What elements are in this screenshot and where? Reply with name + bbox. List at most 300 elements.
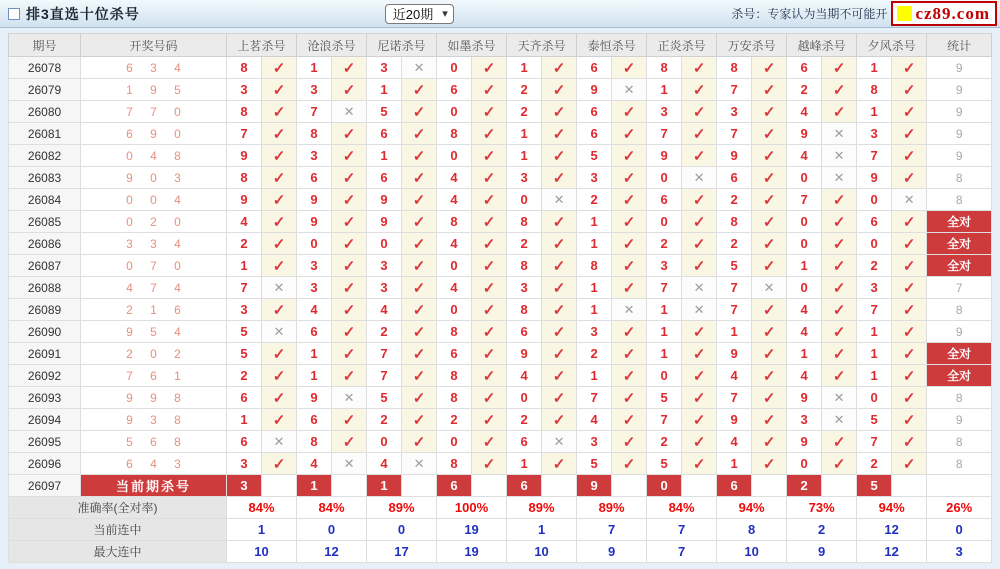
kill-result-cell (822, 431, 857, 453)
kill-result-cell (892, 167, 927, 189)
kill-number-cell: 4 (367, 453, 402, 475)
kill-result-cell (332, 277, 367, 299)
kill-number-cell: 7 (647, 277, 682, 299)
kill-number-cell: 1 (297, 57, 332, 79)
kill-result-cell (542, 211, 577, 233)
table-row (9, 409, 992, 431)
kill-number-cell: 5 (367, 101, 402, 123)
kill-result-cell (752, 189, 787, 211)
check-icon: ✓ (832, 455, 846, 473)
kill-number-cell: 2 (507, 101, 542, 123)
check-icon: ✓ (482, 455, 496, 473)
kill-result-cell (542, 255, 577, 277)
draw-numbers-cell: 7 7 0 (81, 101, 227, 123)
kill-result-cell (682, 321, 717, 343)
kill-number-cell: 2 (367, 321, 402, 343)
kill-result-cell (612, 387, 647, 409)
kill-result-cell (402, 277, 437, 299)
kill-number-cell: 0 (367, 233, 402, 255)
kill-number-cell: 6 (367, 167, 402, 189)
check-icon: ✓ (622, 59, 636, 77)
current-kill-number-cell: 1 (367, 475, 402, 497)
kill-number-cell: 2 (647, 233, 682, 255)
check-icon: ✓ (832, 103, 846, 121)
kill-result-cell (682, 277, 717, 299)
check-icon: ✓ (342, 81, 356, 99)
stat-cell: 8 (927, 387, 992, 409)
kill-result-cell (262, 123, 297, 145)
kill-result-cell (752, 409, 787, 431)
kill-number-cell: 3 (717, 101, 752, 123)
kill-result-cell (822, 409, 857, 431)
check-icon: ✓ (552, 169, 566, 187)
kill-number-cell: 6 (577, 123, 612, 145)
kill-number-cell: 3 (227, 79, 262, 101)
kill-result-cell (472, 365, 507, 387)
kill-number-cell: 2 (647, 431, 682, 453)
check-icon: ✓ (902, 279, 916, 297)
check-icon: ✓ (342, 301, 356, 319)
check-icon: ✓ (762, 411, 776, 429)
cross-icon: ✕ (693, 279, 705, 295)
period-cell: 26084 (9, 189, 81, 211)
kill-result-cell (402, 167, 437, 189)
check-icon: ✓ (762, 323, 776, 341)
cross-icon: ✕ (273, 279, 285, 295)
kill-result-cell (822, 255, 857, 277)
kill-result-cell (542, 453, 577, 475)
kill-result-cell (402, 365, 437, 387)
kill-number-cell: 6 (437, 343, 472, 365)
kill-number-cell: 2 (577, 343, 612, 365)
kill-number-cell: 0 (437, 255, 472, 277)
kill-result-cell (822, 57, 857, 79)
kill-number-cell: 7 (717, 123, 752, 145)
kill-result-cell (262, 387, 297, 409)
column-header-11: 夕风杀号 (857, 34, 927, 57)
current-kill-number-cell: 6 (507, 475, 542, 497)
kill-number-cell: 2 (367, 409, 402, 431)
check-icon: ✓ (692, 103, 706, 121)
kill-result-cell (472, 167, 507, 189)
check-icon: ✓ (762, 301, 776, 319)
kill-result-cell (332, 167, 367, 189)
kill-result-cell (752, 79, 787, 101)
cross-icon: ✕ (833, 147, 845, 163)
kill-result-cell (332, 365, 367, 387)
current-kill-empty-cell (262, 475, 297, 497)
select-checkbox[interactable] (8, 8, 20, 20)
footer-value-cell: 8 (717, 519, 787, 541)
check-icon: ✓ (412, 301, 426, 319)
current-kill-empty-cell (752, 475, 787, 497)
kill-number-cell: 4 (787, 299, 822, 321)
footer-value-cell: 10 (717, 541, 787, 563)
check-icon: ✓ (622, 433, 636, 451)
kill-result-cell (262, 321, 297, 343)
check-icon: ✓ (272, 213, 286, 231)
kill-result-cell (752, 255, 787, 277)
kill-number-cell: 6 (297, 409, 332, 431)
table-head (9, 34, 992, 57)
footer-value-cell: 12 (857, 541, 927, 563)
kill-result-cell (472, 79, 507, 101)
kill-result-cell (612, 189, 647, 211)
check-icon: ✓ (342, 191, 356, 209)
kill-number-cell: 3 (297, 277, 332, 299)
check-icon: ✓ (482, 235, 496, 253)
kill-number-cell: 2 (787, 79, 822, 101)
kill-number-cell: 2 (577, 189, 612, 211)
check-icon: ✓ (412, 323, 426, 341)
kill-result-cell (542, 123, 577, 145)
footer-stat-cell: 3 (927, 541, 992, 563)
kill-number-cell: 5 (227, 343, 262, 365)
column-header-8: 正炎杀号 (647, 34, 717, 57)
check-icon: ✓ (622, 191, 636, 209)
kill-number-cell: 7 (367, 343, 402, 365)
kill-number-cell: 1 (507, 145, 542, 167)
logo-text: cz89.com (915, 3, 990, 23)
kill-number-cell: 0 (647, 167, 682, 189)
cross-icon: ✕ (833, 169, 845, 185)
check-icon: ✓ (832, 367, 846, 385)
kill-result-cell (402, 431, 437, 453)
check-icon: ✓ (902, 301, 916, 319)
check-icon: ✓ (482, 367, 496, 385)
kill-number-cell: 1 (577, 233, 612, 255)
check-icon: ✓ (342, 323, 356, 341)
kill-number-cell: 8 (227, 57, 262, 79)
footer-value-cell: 84% (647, 497, 717, 519)
check-icon: ✓ (412, 367, 426, 385)
cross-icon: ✕ (413, 455, 425, 471)
check-icon: ✓ (902, 81, 916, 99)
kill-number-cell: 7 (227, 277, 262, 299)
kill-number-cell: 3 (297, 255, 332, 277)
stat-cell: 全对 (927, 211, 992, 233)
table-row (9, 233, 992, 255)
kill-result-cell (752, 277, 787, 299)
check-icon: ✓ (692, 235, 706, 253)
current-kill-empty-cell (892, 475, 927, 497)
kill-result-cell (402, 321, 437, 343)
stat-cell: 全对 (927, 365, 992, 387)
kill-number-cell: 9 (717, 409, 752, 431)
kill-number-cell: 1 (507, 123, 542, 145)
kill-result-cell (892, 79, 927, 101)
kill-result-cell (332, 57, 367, 79)
check-icon: ✓ (552, 323, 566, 341)
kill-number-cell: 2 (857, 255, 892, 277)
current-kill-empty-cell (822, 475, 857, 497)
check-icon: ✓ (342, 257, 356, 275)
check-icon: ✓ (762, 125, 776, 143)
kill-result-cell (822, 387, 857, 409)
check-icon: ✓ (762, 455, 776, 473)
footer-value-cell: 19 (437, 519, 507, 541)
kill-number-cell: 0 (437, 101, 472, 123)
kill-result-cell (822, 321, 857, 343)
kill-result-cell (332, 453, 367, 475)
kill-number-cell: 3 (577, 167, 612, 189)
draw-numbers-cell: 9 5 4 (81, 321, 227, 343)
kill-result-cell (822, 299, 857, 321)
cross-icon: ✕ (413, 59, 425, 75)
footer-label: 准确率(全对率) (9, 497, 227, 519)
kill-number-cell: 0 (367, 431, 402, 453)
kill-result-cell (822, 343, 857, 365)
kill-number-cell: 0 (787, 167, 822, 189)
draw-numbers-cell: 6 3 4 (81, 57, 227, 79)
kill-result-cell (752, 343, 787, 365)
kill-result-cell (892, 189, 927, 211)
kill-result-cell (332, 409, 367, 431)
kill-result-cell (262, 431, 297, 453)
check-icon: ✓ (552, 103, 566, 121)
kill-result-cell (752, 299, 787, 321)
footer-value-cell: 89% (507, 497, 577, 519)
check-icon: ✓ (692, 125, 706, 143)
check-icon: ✓ (622, 411, 636, 429)
kill-result-cell (332, 387, 367, 409)
check-icon: ✓ (482, 433, 496, 451)
check-icon: ✓ (692, 147, 706, 165)
check-icon: ✓ (832, 81, 846, 99)
kill-number-cell: 1 (787, 343, 822, 365)
footer-value-cell: 12 (857, 519, 927, 541)
kill-number-cell: 2 (717, 189, 752, 211)
kill-result-cell (472, 343, 507, 365)
kill-number-cell: 0 (857, 189, 892, 211)
check-icon: ✓ (622, 125, 636, 143)
footer-value-cell: 19 (437, 541, 507, 563)
kill-result-cell (752, 321, 787, 343)
kill-number-cell: 0 (647, 365, 682, 387)
kill-result-cell (682, 79, 717, 101)
cross-icon: ✕ (623, 81, 635, 97)
check-icon: ✓ (482, 257, 496, 275)
kill-result-cell (402, 57, 437, 79)
stat-cell: 9 (927, 321, 992, 343)
kill-result-cell (892, 387, 927, 409)
site-logo[interactable] (891, 1, 997, 26)
kill-result-cell (262, 277, 297, 299)
check-icon: ✓ (552, 389, 566, 407)
kill-result-cell (402, 233, 437, 255)
footer-value-cell: 7 (577, 519, 647, 541)
table-row (9, 365, 992, 387)
check-icon: ✓ (622, 279, 636, 297)
kill-result-cell (262, 167, 297, 189)
current-kill-number-cell: 6 (437, 475, 472, 497)
kill-number-cell: 3 (297, 145, 332, 167)
check-icon: ✓ (552, 59, 566, 77)
kill-result-cell (542, 387, 577, 409)
kill-result-cell (402, 255, 437, 277)
kill-number-cell: 8 (857, 79, 892, 101)
footer-row-0 (9, 497, 992, 519)
check-icon: ✓ (482, 81, 496, 99)
kill-result-cell (542, 365, 577, 387)
kill-number-cell: 4 (367, 299, 402, 321)
check-icon: ✓ (342, 411, 356, 429)
footer-value-cell: 2 (787, 519, 857, 541)
footer-value-cell: 1 (507, 519, 577, 541)
kill-result-cell (892, 343, 927, 365)
kill-result-cell (752, 453, 787, 475)
chevron-down-icon: ▾ (442, 8, 448, 20)
kill-result-cell (332, 343, 367, 365)
column-header-3: 沧浪杀号 (297, 34, 367, 57)
kill-number-cell: 5 (717, 255, 752, 277)
kill-number-cell: 0 (787, 233, 822, 255)
check-icon: ✓ (762, 257, 776, 275)
column-header-7: 泰恒杀号 (577, 34, 647, 57)
kill-number-cell: 7 (577, 387, 612, 409)
kill-result-cell (822, 453, 857, 475)
kill-number-cell: 6 (647, 189, 682, 211)
kill-result-cell (822, 211, 857, 233)
check-icon: ✓ (762, 433, 776, 451)
kill-number-cell: 3 (507, 167, 542, 189)
kill-result-cell (682, 387, 717, 409)
kill-number-cell: 8 (437, 365, 472, 387)
check-icon: ✓ (762, 147, 776, 165)
check-icon: ✓ (692, 59, 706, 77)
draw-numbers-cell: 6 9 0 (81, 123, 227, 145)
check-icon: ✓ (832, 191, 846, 209)
kill-result-cell (682, 57, 717, 79)
kill-result-cell (752, 123, 787, 145)
kill-number-cell: 6 (227, 387, 262, 409)
topbar (0, 0, 1000, 28)
draw-numbers-cell: 9 3 8 (81, 409, 227, 431)
footer-row-1 (9, 519, 992, 541)
kill-result-cell (682, 343, 717, 365)
table-row (9, 57, 992, 79)
kill-result-cell (682, 255, 717, 277)
check-icon: ✓ (622, 345, 636, 363)
kill-number-cell: 2 (857, 453, 892, 475)
kill-number-cell: 2 (507, 79, 542, 101)
check-icon: ✓ (832, 257, 846, 275)
current-kill-empty-cell (542, 475, 577, 497)
kill-result-cell (612, 409, 647, 431)
footer-value-cell: 84% (227, 497, 297, 519)
kill-number-cell: 7 (717, 79, 752, 101)
kill-number-cell: 4 (227, 211, 262, 233)
cross-icon: ✕ (833, 411, 845, 427)
check-icon: ✓ (622, 103, 636, 121)
kill-result-cell (682, 409, 717, 431)
kill-number-cell: 8 (227, 167, 262, 189)
period-cell: 26092 (9, 365, 81, 387)
check-icon: ✓ (832, 235, 846, 253)
kill-number-cell: 2 (227, 233, 262, 255)
kill-result-cell (612, 101, 647, 123)
kill-number-cell: 4 (717, 365, 752, 387)
cross-icon: ✕ (903, 191, 915, 207)
period-cell: 26089 (9, 299, 81, 321)
current-kill-empty-cell (612, 475, 647, 497)
footer-value-cell: 12 (297, 541, 367, 563)
check-icon: ✓ (482, 345, 496, 363)
current-kill-number-cell: 6 (717, 475, 752, 497)
kill-result-cell (262, 255, 297, 277)
kill-result-cell (262, 101, 297, 123)
kill-result-cell (402, 409, 437, 431)
cross-icon: ✕ (693, 301, 705, 317)
check-icon: ✓ (692, 81, 706, 99)
kill-number-cell: 9 (717, 145, 752, 167)
period-cell: 26083 (9, 167, 81, 189)
table-row (9, 255, 992, 277)
kill-result-cell (402, 387, 437, 409)
kill-number-cell: 1 (227, 409, 262, 431)
check-icon: ✓ (482, 411, 496, 429)
stat-cell: 9 (927, 101, 992, 123)
kill-number-cell: 7 (367, 365, 402, 387)
kill-number-cell: 0 (437, 299, 472, 321)
check-icon: ✓ (272, 455, 286, 473)
period-cell: 26088 (9, 277, 81, 299)
kill-number-cell: 8 (437, 387, 472, 409)
kill-result-cell (892, 57, 927, 79)
kill-number-cell: 8 (437, 211, 472, 233)
check-icon: ✓ (762, 81, 776, 99)
check-icon: ✓ (622, 147, 636, 165)
table-row (9, 101, 992, 123)
check-icon: ✓ (412, 279, 426, 297)
kill-result-cell (612, 145, 647, 167)
kill-result-cell (892, 365, 927, 387)
kill-result-cell (332, 101, 367, 123)
check-icon: ✓ (622, 389, 636, 407)
table-row (9, 299, 992, 321)
check-icon: ✓ (412, 81, 426, 99)
kill-result-cell (682, 145, 717, 167)
stat-cell: 9 (927, 409, 992, 431)
kill-result-cell (542, 277, 577, 299)
kill-number-cell: 6 (787, 57, 822, 79)
kill-result-cell (752, 233, 787, 255)
kill-result-cell (402, 79, 437, 101)
check-icon: ✓ (342, 213, 356, 231)
period-range-select[interactable] (385, 4, 454, 24)
kill-number-cell: 8 (437, 321, 472, 343)
check-icon: ✓ (482, 59, 496, 77)
kill-number-cell: 7 (717, 387, 752, 409)
table-wrap (8, 33, 992, 563)
stat-cell (927, 475, 992, 497)
kill-number-cell: 5 (647, 453, 682, 475)
footer-value-cell: 100% (437, 497, 507, 519)
column-header-5: 如墨杀号 (437, 34, 507, 57)
period-cell: 26078 (9, 57, 81, 79)
kill-result-cell (332, 431, 367, 453)
column-header-1: 开奖号码 (81, 34, 227, 57)
kill-result-cell (262, 343, 297, 365)
cross-icon: ✕ (553, 433, 565, 449)
check-icon: ✓ (482, 191, 496, 209)
kill-number-cell: 2 (507, 409, 542, 431)
footer-value-cell: 1 (227, 519, 297, 541)
kill-result-cell (262, 365, 297, 387)
kill-result-cell (752, 387, 787, 409)
check-icon: ✓ (902, 169, 916, 187)
kill-result-cell (612, 211, 647, 233)
